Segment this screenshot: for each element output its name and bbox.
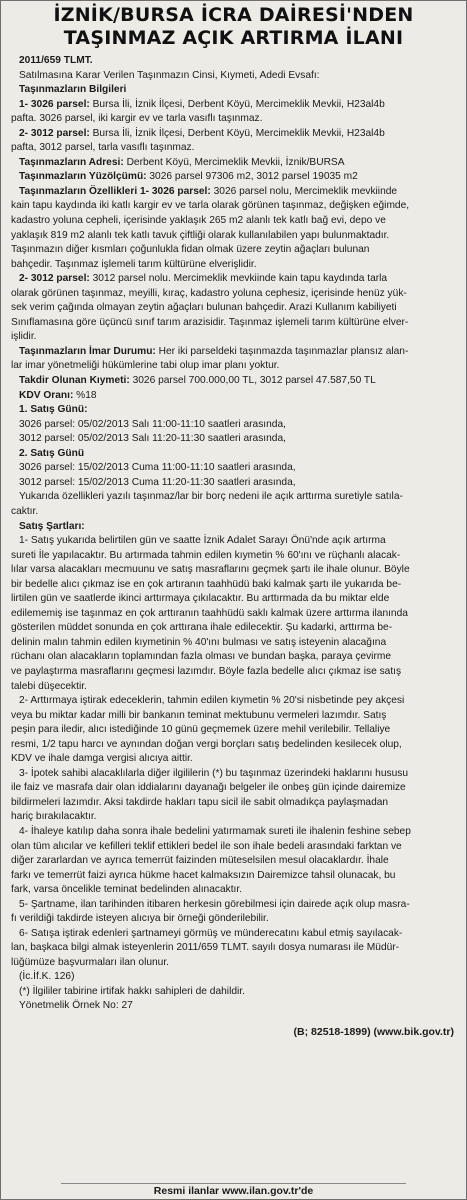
parcel2-label: 2- 3012 parsel: (19, 127, 90, 139)
term-line: rüchanı olan alacakların toplamından fazla olması ve bundan başka, paraya çevirme (11, 651, 391, 663)
zoning-line1 (11, 345, 452, 360)
term-3 (11, 767, 452, 825)
features2-line5: işlidir. (11, 331, 37, 343)
sale2-line1: 3026 parsel: 15/02/2013 Cuma 11:00-11:10 saatleri arasında, (19, 462, 296, 474)
sale-note-line1: Yukarıda özellikleri yazılı taşınmaz/lar bir borç nedeni ile açık arttırma suretiyle satıla- (19, 491, 403, 503)
features2-line3: sek verim çağında olmayan zeytin ağaçları bulunan bahçedir. Arazi Kullanım kabiliyeti (11, 302, 397, 314)
term-5 (11, 898, 452, 927)
notice-body (1, 50, 466, 970)
sale1-label: 1. Satış Günü: (19, 404, 88, 416)
features1-label: Taşınmazların Özellikleri 1- 3026 parsel: (19, 185, 211, 197)
features2-line4: Sınıflamasına göre üçüncü sınıf tarım arazisidir. Taşınmaz işlemeli tarım kültürüne elver- (11, 316, 409, 328)
term-2 (11, 694, 452, 767)
form-number: Yönetmelik Örnek No: 27 (19, 1000, 133, 1012)
zoning-label: Taşınmazların İmar Durumu: (19, 345, 156, 357)
term-line: lüğümüze başvurmaları ilan olunur. (11, 956, 169, 968)
term-line: ve paylaştırma masraflarını geçmesi lazımdır. Böyle fazla bedelle alıcı çıkmaz ise satış (11, 665, 402, 677)
features2-line2: olarak görünen taşınmaz, meyilli, kıraç, kadastro yoluna cephesiz, içerisinde henüz yük- (11, 287, 407, 299)
term-line: ile faiz ve masrafa dair olan iddialarını dayanağı belgeler ile onbeş gün içinde dairemize (11, 782, 406, 794)
term-line: lan, başkaca bilgi almak isteyenlerin 2011/659 TLMT. sayılı dosya numarası ile Müdür- (11, 942, 400, 954)
features1-line3: kadastro yoluna cepheli, içerisinde yaklaşık 265 m2 alanlı tek katlı bağ evi, depo ve (11, 215, 386, 227)
kdv-value: %18 (73, 389, 97, 401)
term-line: 4- İhaleye katılıp daha sonra ihale bedelini yatırmamak sureti ile ihalenin feshine sebep (19, 825, 411, 837)
parcel1-line2: pafta. 3026 parsel, iki kargir ev ve tarla vasıflı taşınmaz. (11, 113, 263, 125)
area-value: 3026 parsel 97306 m2, 3012 parsel 19035 m2 (146, 171, 358, 183)
footer-divider (61, 1183, 406, 1184)
publication-reference: (B; 82518-1899) (www.bik.gov.tr) (293, 1025, 454, 1038)
valuation-label: Takdir Olunan Kıymeti: (19, 375, 130, 387)
term-line: bir bedelle alıcı çıkmaz ise en çok artıranın taahhüdü baki kalmak şartı ile yukarıda be- (11, 578, 402, 590)
features1-line5: Taşınmazın diğer kısmları çoğunlukla fidan olmak üzere zeytin ağaçları bulunan (11, 244, 370, 256)
term-line: 1- Satış yukarıda belirtilen gün ve saatte İznik Adalet Sarayı Önü'nde açık artırma (19, 535, 386, 547)
area-line (11, 170, 452, 185)
term-line: delinin malın tahmin edilen kıymetinin % 40'ını bulması ve satış isteyenin alacağına (11, 636, 387, 648)
sale2-line2: 3012 parsel: 15/02/2013 Cuma 11:20-11:30 saatleri arasında, (19, 476, 296, 488)
features2-label: 2- 3012 parsel: (19, 273, 90, 285)
valuation-value: 3026 parsel 700.000,00 TL, 3012 parsel 47.587,50 TL (129, 375, 376, 387)
term-line: hariç bırakılacaktır. (11, 811, 97, 823)
term-line: veya bu miktar kadar milli bir bankanın teminat mektubunu vermeleri lazımdır. Satış (11, 709, 387, 721)
title-line-2: TAŞINMAZ AÇIK ARTIRMA İLANI (63, 27, 404, 49)
term-line: 2- Arttırmaya iştirak edeceklerin, tahmin edilen kıymetin % 20'si nisbetinde pey akçesi (19, 695, 405, 707)
term-line: farkı ve temerrüt faizi ayrıca hükme hacet kalmaksızın Dairemizce tahsil olunacak, bu (11, 869, 396, 881)
terms-heading: Satış Şartları: (19, 520, 85, 532)
term-1 (11, 534, 452, 694)
term-line: gösterilen müddet sonunda en çok arttırana ihale edilecektir. Şu kadarki, arttırma be- (11, 622, 393, 634)
features2-text: 3012 parsel nolu. Mercimeklik mevkiinde kain tapu kaydında tarla (89, 273, 388, 285)
valuation-line (11, 374, 452, 389)
term-line: olan tüm alıcılar ve kefilleri teklif ettikleri bedel ile son ihale bedeli arasındaki farktan ve (11, 840, 402, 852)
term-line: diğer zararlardan ve ayrıca temerrüt faizinden müteselsilen mesul olacaklardır. İhale (11, 855, 389, 867)
kdv-line (11, 389, 452, 404)
address-value: Derbent Köyü, Mercimeklik Mevkii, İznik/BURSA (123, 156, 345, 168)
term-line: talebi düşecektir. (11, 680, 87, 692)
kdv-label: KDV Oranı: (19, 389, 74, 401)
law-reference: (İc.İf.K. 126) (19, 971, 75, 983)
zoning-line2: lar imar yönetmeliği hükümlerine tabi olup imar planı yoktur. (11, 360, 280, 372)
term-line: lılar varsa alacakları mecmuunu ve satış masraflarını geçmek şartı ile ihale olunur. Böyle (11, 564, 410, 576)
features2-line1 (11, 272, 452, 287)
sale1-line1: 3026 parsel: 05/02/2013 Salı 11:00-11:10 saatleri arasında, (19, 418, 286, 430)
term-4 (11, 825, 452, 898)
title-line-1: İZNİK/BURSA İCRA DAİRESİ'NDEN (53, 4, 414, 26)
parcel1-text1: Bursa İli, İznik İlçesi, Derbent Köyü, Mercimeklik Mevkii, H23al4b (89, 98, 385, 110)
term-line: fı verildiği takdirde isteyen alıcıya bir örneği gönderilebilir. (11, 913, 269, 925)
term-line: peşin para iledir, alıcı istediğinde 10 günü geçmemek üzere mehil verilebilir. Tellaliye (11, 724, 391, 736)
area-label: Taşınmazların Yüzölçümü: (19, 171, 147, 183)
address-label: Taşınmazların Adresi: (19, 156, 124, 168)
features1-line1 (11, 185, 452, 200)
parcel2-line2: pafta, 3012 parsel, tarla vasıflı taşınmaz. (11, 142, 195, 154)
features1-line2: kain tapu kaydında iki katlı kargir ev ve tarla olarak görünen taşınmaz, değişken eğimde, (11, 200, 410, 212)
features1-line4: yaklaşık 819 m2 alanlı tek katlı tavuk çiftliği olarak kullanılabilen yapı bulunmaktadır. (11, 229, 390, 241)
term-line: edilememiş ise taşınmaz en çok arttıranın taahhüdü saklı kalmak üzere arttırma ilanında (11, 607, 408, 619)
intro-text: Satılmasına Karar Verilen Taşınmazın Cinsi, Kıymeti, Adedi Evsafı: (19, 69, 320, 81)
term-line: KDV ve ihale damga vergisi alıcıya aittir. (11, 753, 193, 765)
sale-note-line2: caktır. (11, 505, 39, 517)
file-number: 2011/659 TLMT. (19, 55, 93, 66)
parcel2-text1: Bursa İli, İznik İlçesi, Derbent Köyü, Mercimeklik Mevkii, H23al4b (89, 127, 385, 139)
term-line: sureti İle yapılacaktır. Bu artırmada tahmin edilen kıymetin % 60'ını ve rüçhanlı alacak- (11, 549, 401, 561)
zoning-text: Her iki parseldeki taşınmazda taşınmazlar plansız alan- (155, 345, 409, 357)
term-line: 3- İpotek sahibi alacaklılarla diğer ilgililerin (*) bu taşınmaz üzerindeki haklarını hususu (19, 767, 409, 779)
info-heading: Taşınmazların Bilgileri (19, 84, 127, 96)
footer-note: Resmi ilanlar www.ilan.gov.tr'de (153, 1185, 314, 1197)
term-line: 6- Satışa iştirak edenleri şartnameyi görmüş ve münderecatını kabul etmiş sayılacak- (19, 927, 403, 939)
term-6 (11, 927, 452, 971)
term-line: resmi, 1/2 tapu harcı ve aynından doğan vergi borçları satış bedelinden kesilecek olup, (11, 738, 402, 750)
sale1-line2: 3012 parsel: 05/02/2013 Salı 11:20-11:30 saatleri arasında, (19, 433, 286, 445)
address-line (11, 156, 452, 171)
parcel1-label: 1- 3026 parsel: (19, 98, 90, 110)
notice-header (1, 1, 466, 50)
features1-line6: bahçedir. Taşınmaz işlemeli tarım kültürüne elverişlidir. (11, 258, 257, 270)
parcel2-line1 (11, 127, 452, 142)
term-line: lirtilen gün ve saatlerde ikinci arttırmaya çıkılacaktır. Bu arttırmada da bu miktar elde (11, 593, 390, 605)
sale2-label: 2. Satış Günü (19, 447, 85, 459)
notice-closing (1, 970, 466, 1014)
term-line: bildirmeleri lazımdır. Aksi takdirde hakları tapu sicil ile sabit olmadıkça paylaşmadan (11, 796, 389, 808)
term-line: 5- Şartname, ilan tarihinden itibaren herkesin görebilmesi için dairede açık olup masra- (19, 898, 410, 910)
term-line: fark, varsa öncelikle teminat bedelinden alınacaktır. (11, 884, 243, 896)
features1-text: 3026 parsel nolu, Mercimeklik mevkiinde (210, 185, 398, 197)
footnote: (*) İlgililer tabirine irtifak hakkı sahipleri de dahildir. (19, 985, 245, 997)
parcel1-line1 (11, 98, 452, 113)
